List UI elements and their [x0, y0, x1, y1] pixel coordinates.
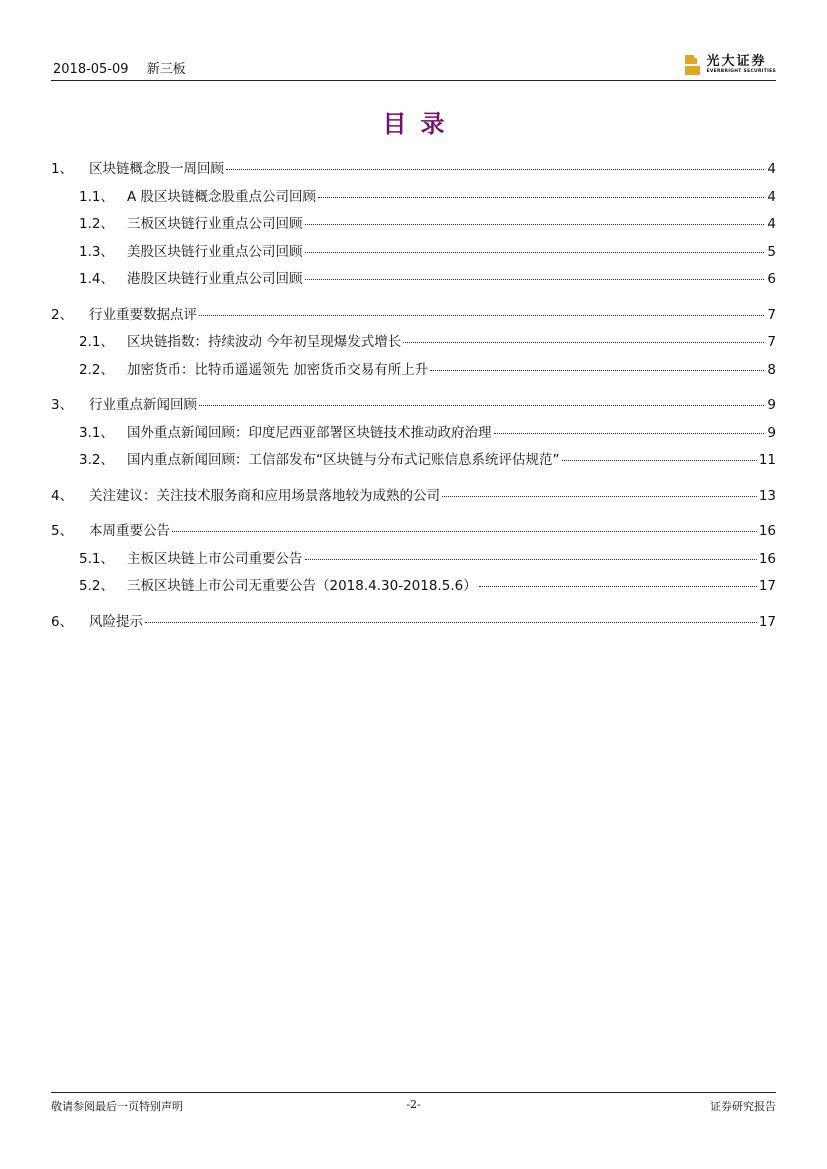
- report-date: 2018-05-09: [53, 62, 129, 77]
- toc-entry-page: 16: [758, 550, 776, 567]
- toc-entry-page: 11: [758, 452, 776, 468]
- toc-entry-number: 1.4、: [79, 271, 114, 287]
- toc-leader-dots: [305, 243, 765, 252]
- toc-entry-title: 国内重点新闻回顾：工信部发布“区块链与分布式记账信息系统评估规范”: [127, 452, 560, 468]
- toc-entry[interactable]: [51, 546, 776, 574]
- toc-entry-page: 9: [767, 397, 776, 413]
- toc-entry[interactable]: [51, 483, 776, 511]
- toc-leader-dots: [226, 161, 764, 170]
- toc-entry-number: 2.1、: [79, 334, 114, 350]
- toc-entry-number: 5.1、: [79, 550, 114, 567]
- toc-entry[interactable]: [51, 447, 776, 475]
- toc-entry-number: 3、: [51, 397, 74, 413]
- toc-entry-page: 16: [758, 523, 776, 539]
- toc-entry-title: 三板区块链上市公司无重要公告（2018.4.30-2018.5.6）: [127, 578, 477, 594]
- company-logo: [684, 54, 776, 76]
- toc-entry[interactable]: [51, 357, 776, 385]
- toc-entry-title: 区块链概念股一周回顾: [89, 161, 224, 177]
- toc-entry-number: 1、: [51, 161, 74, 177]
- toc-entry-number: 1.2、: [79, 216, 114, 232]
- toc-entry[interactable]: [51, 609, 776, 637]
- toc-entry-number: 2、: [51, 306, 74, 323]
- toc-entry-title: A 股区块链概念股重点公司回顾: [127, 188, 317, 205]
- toc-title: 目录: [382, 110, 459, 138]
- toc-entry-page: 9: [767, 424, 776, 441]
- toc-entry-number: 1.1、: [79, 188, 114, 205]
- toc-entry-page: 17: [758, 613, 776, 630]
- toc-entry-title: 行业重要数据点评: [89, 306, 197, 323]
- toc-entry[interactable]: [51, 211, 776, 239]
- toc-leader-dots: [318, 188, 764, 197]
- toc-entry-number: 5.2、: [79, 578, 114, 594]
- toc-entry[interactable]: [51, 573, 776, 601]
- toc-entry[interactable]: [51, 302, 776, 330]
- toc-entry-number: 3.1、: [79, 424, 114, 441]
- toc-leader-dots: [305, 216, 765, 225]
- toc-entry-page: 4: [767, 188, 776, 205]
- toc-leader-dots: [305, 271, 765, 280]
- toc-entry[interactable]: [51, 329, 776, 357]
- toc-leader-dots: [403, 334, 764, 343]
- toc-entry[interactable]: [51, 239, 776, 267]
- toc-entry-page: 5: [767, 243, 776, 260]
- toc-entry[interactable]: [51, 266, 776, 294]
- toc-leader-dots: [442, 487, 757, 496]
- toc-entry-page: 4: [767, 161, 776, 177]
- header-info: [53, 58, 186, 77]
- toc-entry[interactable]: [51, 184, 776, 212]
- toc-entry[interactable]: [51, 156, 776, 184]
- toc-entry-title: 风险提示: [89, 613, 143, 630]
- toc-entry-title: 三板区块链行业重点公司回顾: [127, 216, 303, 232]
- toc-leader-dots: [562, 452, 757, 461]
- logo-chinese-name: 光大证券: [706, 54, 767, 69]
- toc-entry-number: 4、: [51, 487, 74, 504]
- toc-entry-number: 1.3、: [79, 243, 114, 260]
- report-category: 新三板: [146, 62, 186, 77]
- toc-entry-page: 6: [767, 271, 776, 287]
- page-number: -2-: [406, 1098, 421, 1111]
- toc-leader-dots: [199, 306, 764, 315]
- toc-leader-dots: [479, 578, 757, 587]
- toc-entry-page: 7: [767, 334, 776, 350]
- footer-disclaimer: 敬请参阅最后一页特别声明: [51, 1100, 183, 1113]
- page-footer: [51, 1092, 776, 1117]
- table-of-contents: [51, 156, 776, 636]
- everbright-logo-icon: [684, 54, 702, 76]
- toc-entry[interactable]: [51, 518, 776, 546]
- toc-leader-dots: [430, 361, 764, 370]
- toc-leader-dots: [494, 424, 765, 433]
- toc-leader-dots: [305, 550, 757, 559]
- toc-entry-page: 4: [767, 216, 776, 232]
- toc-leader-dots: [145, 613, 757, 622]
- toc-entry-page: 17: [758, 578, 776, 594]
- logo-english-name: EVERBRIGHT SECURITIES: [706, 69, 776, 74]
- toc-entry-title: 港股区块链行业重点公司回顾: [127, 271, 303, 287]
- toc-entry-number: 6、: [51, 613, 74, 630]
- toc-entry-title: 主板区块链上市公司重要公告: [127, 550, 303, 567]
- toc-entry-title: 国外重点新闻回顾：印度尼西亚部署区块链技术推动政府治理: [127, 424, 492, 441]
- toc-leader-dots: [172, 523, 757, 532]
- toc-entry-page: 7: [767, 306, 776, 323]
- toc-entry-number: 5、: [51, 523, 74, 539]
- toc-entry-page: 8: [767, 361, 776, 378]
- toc-entry-title: 区块链指数：持续波动 今年初呈现爆发式增长: [127, 334, 402, 350]
- footer-report-type: 证券研究报告: [710, 1100, 776, 1113]
- toc-entry-title: 本周重要公告: [89, 523, 170, 539]
- toc-entry-title: 美股区块链行业重点公司回顾: [127, 243, 303, 260]
- toc-entry[interactable]: [51, 420, 776, 448]
- toc-entry-title: 关注建议：关注技术服务商和应用场景落地较为成熟的公司: [89, 487, 440, 504]
- toc-leader-dots: [199, 397, 764, 406]
- toc-entry[interactable]: [51, 392, 776, 420]
- toc-entry-title: 加密货币：比特币遥遥领先 加密货币交易有所上升: [127, 361, 429, 378]
- page-header: [51, 46, 776, 81]
- toc-entry-number: 2.2、: [79, 361, 114, 378]
- toc-entry-title: 行业重点新闻回顾: [89, 397, 197, 413]
- toc-entry-page: 13: [758, 487, 776, 504]
- toc-entry-number: 3.2、: [79, 452, 114, 468]
